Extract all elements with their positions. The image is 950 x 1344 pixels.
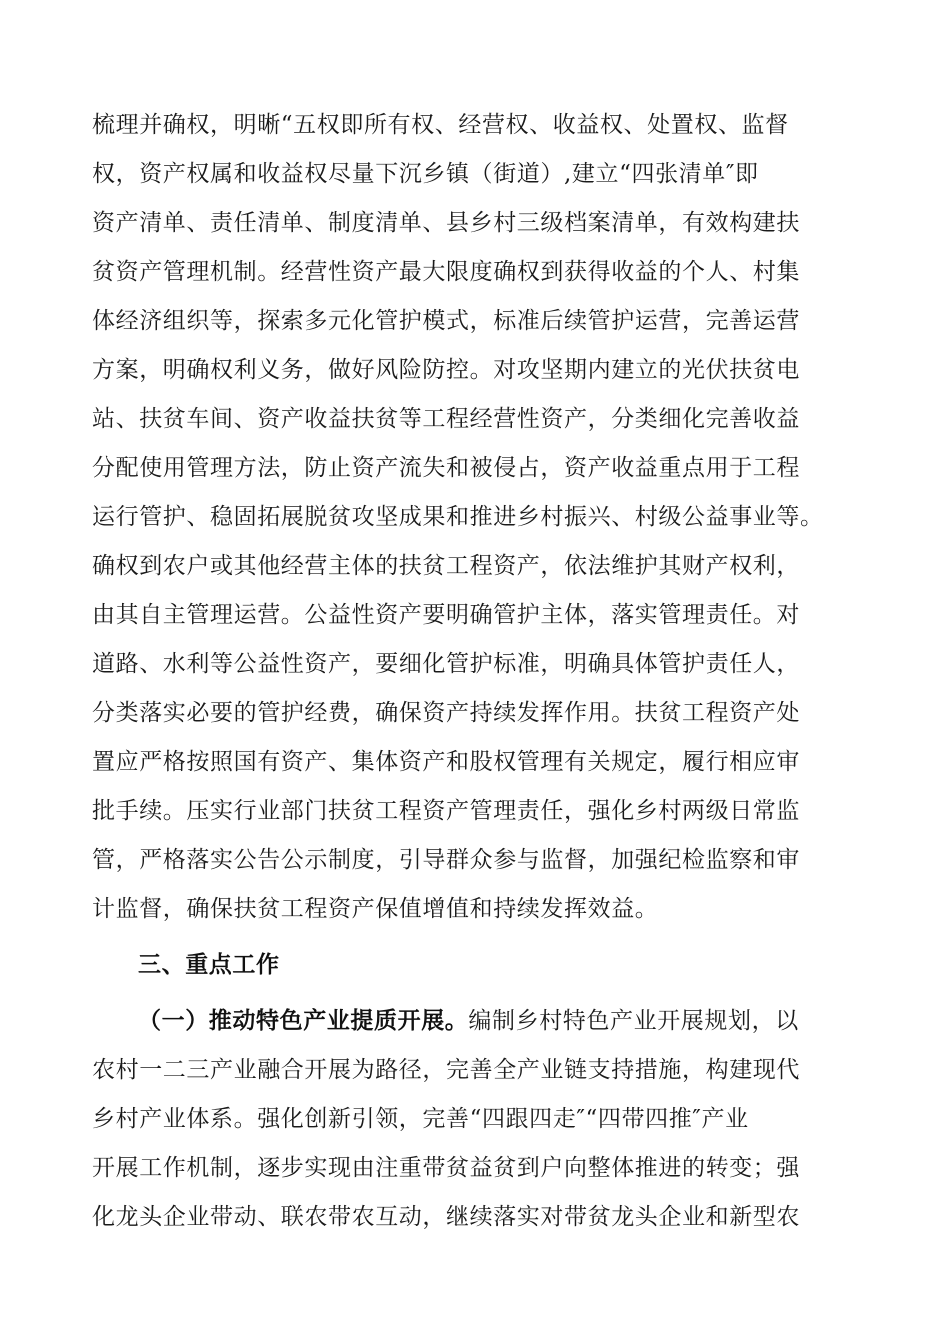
paragraph-line: 分配使用管理方法，防止资产流失和被侵占，资产收益重点用于工程 — [92, 455, 800, 481]
paragraph-line: 方案，明确权利义务，做好风险防控。对攻坚期内建立的光伏扶贫电 — [92, 357, 800, 383]
paragraph-line: 资产清单、责任清单、制度清单、县乡村三级档案清单，有效构建扶 — [92, 210, 800, 236]
paragraph-line: 由其自主管理运营。公益性资产要明确管护主体，落实管理责任。对 — [92, 602, 800, 628]
paragraph-line: 权，资产权属和收益权尽量下沉乡镇（街道）,建立“四张清单″即 — [92, 161, 759, 187]
paragraph-line: 确权到农户或其他经营主体的扶贫工程资产，依法维护其财产权利， — [92, 553, 800, 579]
paragraph-line: 站、扶贫车间、资产收益扶贫等工程经营性资产，分类细化完善收益 — [92, 406, 800, 432]
subsection-first-line — [138, 1004, 872, 1038]
subsection-title: （一）推动特色产业提质开展。 — [138, 1008, 469, 1034]
paragraph-line: 乡村产业体系。强化创新引领，完善“四跟四走″“四带四推″产业 — [92, 1106, 749, 1132]
section-heading: 三、重点工作 — [138, 952, 280, 978]
paragraph-line: 计监督，确保扶贫工程资产保值增值和持续发挥效益。 — [92, 896, 659, 922]
paragraph-line: 农村一二三产业融合开展为路径，完善全产业链支持措施，构建现代 — [92, 1057, 800, 1083]
paragraph-line: 管，严格落实公告公示制度，引导群众参与监督，加强纪检监察和审 — [92, 847, 800, 873]
paragraph-line: 化龙头企业带动、联农带农互动，继续落实对带贫龙头企业和新型农 — [92, 1204, 800, 1230]
paragraph-line: 置应严格按照国有资产、集体资产和股权管理有关规定，履行相应审 — [92, 749, 800, 775]
paragraph-line: 运行管护、稳固拓展脱贫攻坚成果和推进乡村振兴、村级公益事业等。 — [92, 504, 824, 530]
subsection-text: 编制乡村特色产业开展规划，以 — [468, 1008, 799, 1034]
paragraph-line: 体经济组织等，探索多元化管护模式，标准后续管护运营，完善运营 — [92, 308, 800, 334]
paragraph-line: 道路、水利等公益性资产，要细化管护标准，明确具体管护责任人， — [92, 651, 800, 677]
paragraph-line: 分类落实必要的管护经费，确保资产持续发挥作用。扶贫工程资产处 — [92, 700, 800, 726]
paragraph-line: 贫资产管理机制。经营性资产最大限度确权到获得收益的个人、村集 — [92, 259, 800, 285]
paragraph-line: 批手续。压实行业部门扶贫工程资产管理责任，强化乡村两级日常监 — [92, 798, 800, 824]
paragraph-line: 开展工作机制，逐步实现由注重带贫益贫到户向整体推进的转变；强 — [92, 1155, 800, 1181]
paragraph-line: 梳理并确权，明晰“五权即所有权、经营权、收益权、处置权、监督 — [92, 112, 789, 138]
